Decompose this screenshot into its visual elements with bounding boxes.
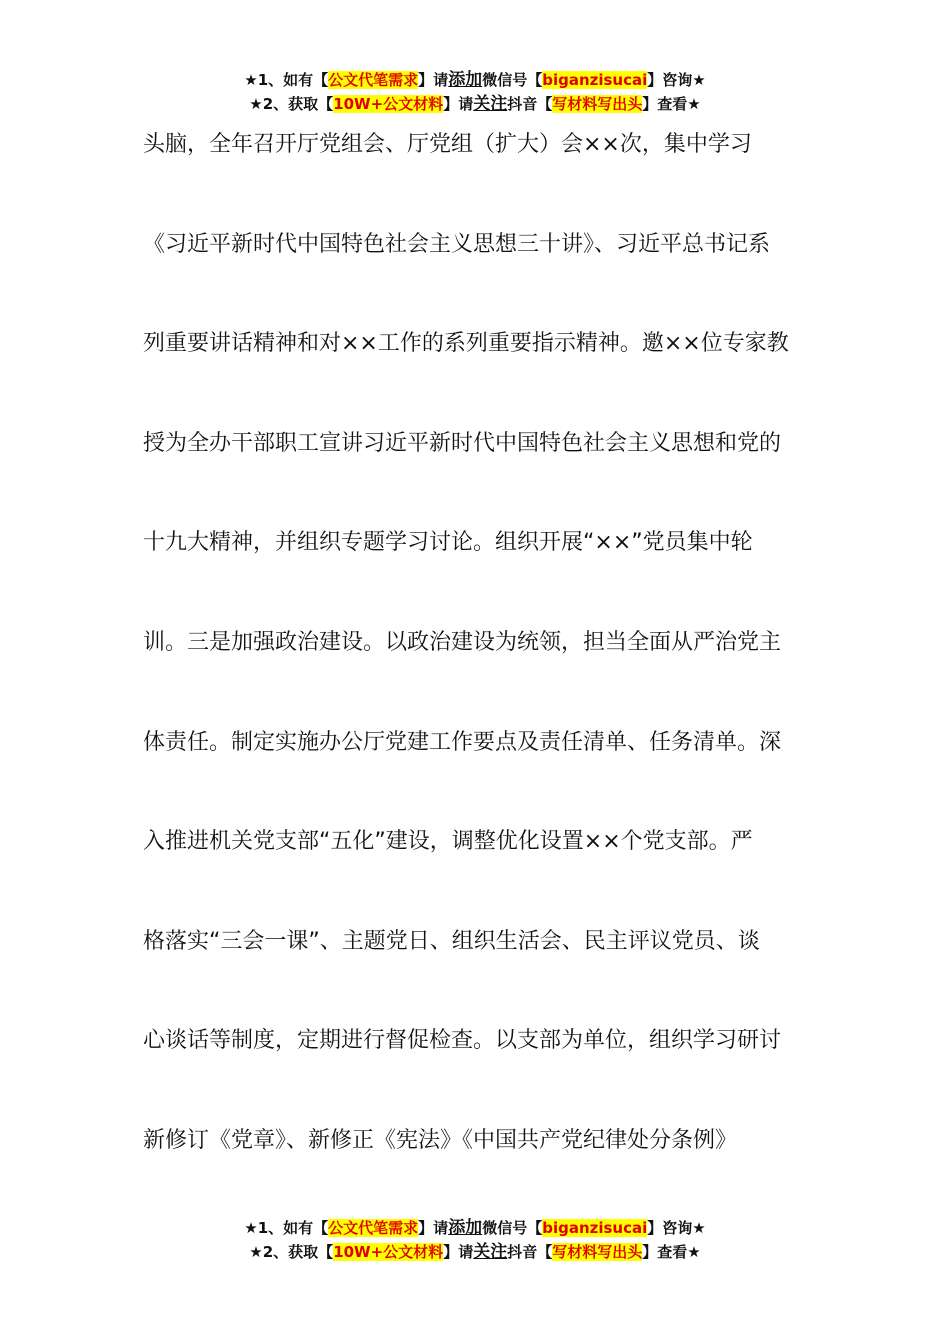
banner-text: 】请	[418, 71, 449, 89]
banner-text: 微信号【	[482, 71, 543, 89]
footer-banner	[0, 1216, 950, 1264]
banner-text: 】请	[418, 1219, 449, 1237]
banner-text: 微信号【	[482, 1219, 543, 1237]
highlight-wechat-id: biganzisucai	[542, 1219, 648, 1237]
banner-text: ★2、获取【	[249, 95, 334, 113]
banner-line-2	[0, 92, 950, 116]
highlight-materials: 10W+公文材料	[333, 1243, 444, 1261]
body-line: 《习近平新时代中国特色社会主义思想三十讲》、习近平总书记系	[143, 231, 771, 257]
underlined-follow: 关注	[473, 1242, 508, 1262]
body-line: 授为全办干部职工宣讲习近平新时代中国特色社会主义思想和党的	[143, 430, 782, 456]
body-line: 十九大精神，并组织专题学习讨论。组织开展“××”党员集中轮	[143, 530, 753, 556]
highlight-douyin-account: 写材料写出头	[552, 1243, 643, 1261]
body-line: 体责任。制定实施办公厅党建工作要点及责任清单、任务清单。深	[143, 729, 782, 755]
document-body	[143, 120, 823, 1216]
underlined-follow: 关注	[473, 94, 508, 114]
highlight-wechat-id: biganzisucai	[542, 71, 648, 89]
banner-text: 】请	[443, 1243, 474, 1261]
banner-line-1	[0, 68, 950, 92]
highlight-douyin-account: 写材料写出头	[552, 95, 643, 113]
body-line: 心谈话等制度，定期进行督促检查。以支部为单位，组织学习研讨	[143, 1028, 782, 1054]
banner-text: ★1、如有【	[244, 1219, 329, 1237]
banner-text: 抖音【	[507, 1243, 553, 1261]
banner-text: 抖音【	[507, 95, 553, 113]
banner-line-1	[0, 1216, 950, 1240]
banner-text: ★1、如有【	[244, 71, 329, 89]
header-banner	[0, 68, 950, 116]
body-line: 头脑，全年召开厅党组会、厅党组（扩大）会××次，集中学习	[143, 132, 752, 157]
body-line: 训。三是加强政治建设。以政治建设为统领，担当全面从严治党主	[143, 629, 782, 655]
body-line: 列重要讲话精神和对××工作的系列重要指示精神。邀××位专家教	[143, 331, 789, 357]
banner-text: 】查看★	[642, 1243, 701, 1261]
body-line: 新修订《党章》、新修正《宪法》《中国共产党纪律处分条例》	[143, 1127, 738, 1153]
banner-line-2	[0, 1240, 950, 1264]
highlight-ghost-writing: 公文代笔需求	[328, 71, 419, 89]
banner-text: ★2、获取【	[249, 1243, 334, 1261]
banner-text: 】咨询★	[647, 1219, 706, 1237]
highlight-materials: 10W+公文材料	[333, 95, 444, 113]
underlined-add: 添加	[448, 1218, 483, 1238]
banner-text: 】咨询★	[647, 71, 706, 89]
underlined-add: 添加	[448, 70, 483, 90]
banner-text: 】请	[443, 95, 474, 113]
highlight-ghost-writing: 公文代笔需求	[328, 1219, 419, 1237]
body-line: 入推进机关党支部“五化”建设，调整优化设置××个党支部。严	[143, 829, 753, 855]
body-line: 格落实“三会一课”、主题党日、组织生活会、民主评议党员、谈	[143, 928, 760, 954]
banner-text: 】查看★	[642, 95, 701, 113]
